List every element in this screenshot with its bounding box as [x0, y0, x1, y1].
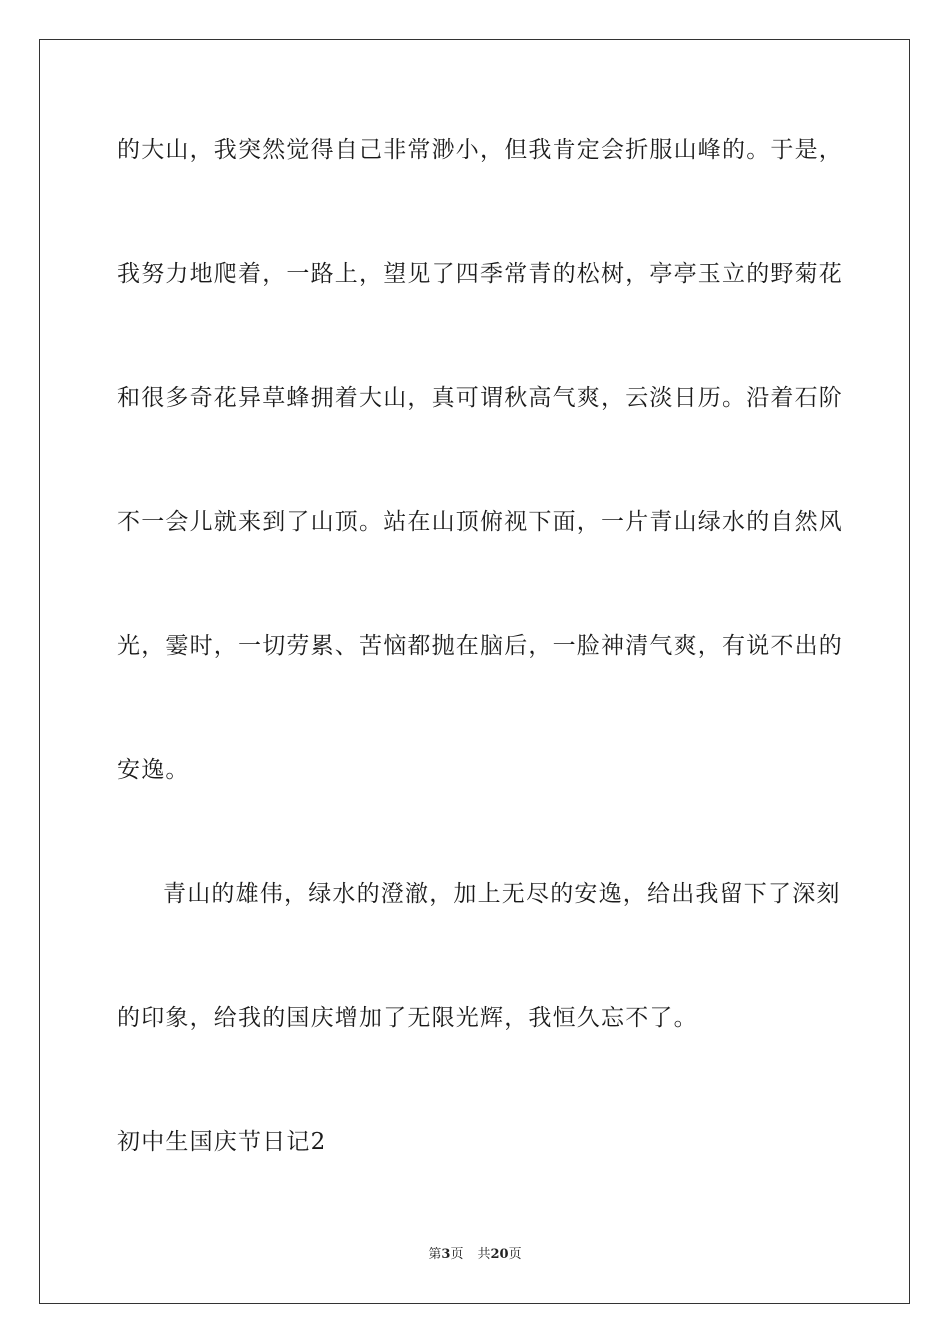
text-line-3: 和很多奇花异草蜂拥着大山，真可谓秋高气爽，云淡日历。沿着石阶	[117, 385, 843, 411]
page-frame	[39, 39, 910, 1304]
page-footer	[0, 1246, 950, 1264]
text-line-6: 安逸。	[117, 757, 190, 783]
footer-total-number: 20	[490, 1247, 509, 1262]
text-line-4: 不一会儿就来到了山顶。站在山顶俯视下面，一片青山绿水的自然风	[117, 509, 843, 535]
footer-page-suffix: 页	[450, 1247, 464, 1262]
footer-total-suffix: 页	[508, 1247, 522, 1262]
text-line-5: 光，霎时，一切劳累、苦恼都抛在脑后，一脸神清气爽，有说不出的	[117, 633, 843, 659]
footer-page-prefix: 第	[428, 1247, 442, 1262]
section-heading: 初中生国庆节日记2	[117, 1129, 327, 1155]
text-line-8: 的印象，给我的国庆增加了无限光辉，我恒久忘不了。	[117, 1005, 698, 1031]
footer-page-number: 3	[441, 1247, 451, 1262]
text-line-7: 青山的雄伟，绿水的澄澈，加上无尽的安逸，给出我留下了深刻	[163, 881, 841, 907]
text-line-1: 的大山，我突然觉得自己非常渺小，但我肯定会折服山峰的。于是，	[117, 137, 843, 163]
footer-total-prefix: 共	[477, 1247, 491, 1262]
text-line-2: 我努力地爬着，一路上，望见了四季常青的松树，亭亭玉立的野菊花	[117, 261, 843, 287]
